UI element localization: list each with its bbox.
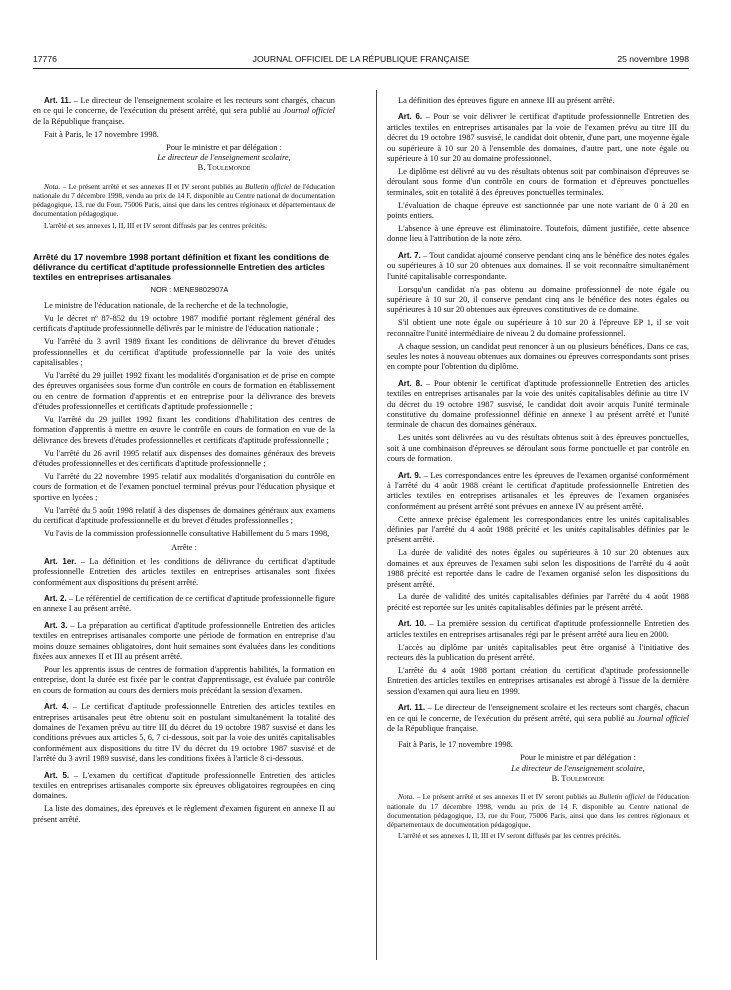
article-10-para: L'accès au diplôme par unités capitalisables peut être organisé à l'initiative des recteurs dès la publication du présent arrêté. [387,642,689,662]
article-1: Art. 1er. – La définition et les conditions de délivrance du certificat d'aptitude professionnelle Entretien des articles textiles en entreprises artisanales sont fixées conformément aux dispositions du présent arrêté. [33,556,335,587]
article-10-para: L'arrêté du 4 août 1988 portant création du certificat d'aptitude professionnelle Entretien des articles textiles en entreprises artisanales est abrogé à l'issue de la dernière session d'examen qui aura lieu en 1999. [387,665,689,696]
article-6-para: L'absence à une épreuve est éliminatoire. Toutefois, dûment justifiée, cette absence donne lieu à l'attribution de la note zéro. [387,223,689,244]
article-11-prev: Art. 11. – Le directeur de l'enseignement scolaire et les recteurs sont chargés, chacun en ce qui le concerne, de l'exécution du présent arrêté, qui sera publié au Journal officiel de la République française. [33,96,335,126]
article-5-para: La liste des domaines, des épreuves et le règlement d'examen figurent en annexe II au présent arrêté. [33,804,335,824]
article-9: Art. 9. – Les correspondances entre les épreuves de l'examen organisé conformément à l'arrêté du 4 août 1988 créant le certificat d'aptitude professionnelle Entretien des articles textiles en entreprises artisanales et les épreuves de l'examen organisées conformément au présent arrêté sont prévues en annexe IV au présent arrêté. [387,470,690,511]
column-divider [376,90,377,960]
nota-block: Nota. – Le présent arrêté et ses annexes II et IV seront publiés au Bulletin officiel de l'éducation nationale du 7 décembre 1998, vendu au prix de 14 F, disponible au Centre national de documentation pédagogique, 13, rue du Four, 75006 Paris, ainsi que dans les centres régionaux et départementaux de documentation pédagogique. L'arrêté et ses annexes I, II, III et IV seront diffusés par les centres précités. [33,181,335,230]
right-column [387,96,689,842]
header-rule [33,68,689,69]
article-5: Art. 5. – L'examen du certificat d'aptitude professionnelle Entretien des articles textiles en entreprises artisanales comporte six épreuves obligatoires regroupées en cinq domaines. [33,770,335,801]
visa: Vu l'arrêté du 29 juillet 1992 fixant les conditions d'habilitation des centres de formation d'apprentis à mettre en œuvre le contrôle en cours de formation en vue de la délivrance des brevets d'études professionnelles et certificats d'aptitude professionnelle ; [33,414,335,445]
visa: Vu l'avis de la commission professionnelle consultative Habillement du 5 mars 1998, [44,529,330,538]
fait-a-paris: Fait à Paris, le 17 novembre 1998. [398,740,513,750]
article-11: Art. 11. – Le directeur de l'enseignement scolaire et les recteurs sont chargés, chacun en ce qui le concerne, de l'exécution du présent arrêté, qui sera publié au Journal officiel de la République française. [387,703,689,733]
left-column [33,96,335,828]
article-9-para: Cette annexe précise également les correspondances entre les unités capitalisables définies par l'arrêté du 4 août 1988 précité et les unités capitalisables définies par le présent arrêté. [387,514,689,545]
article-7: Art. 7. – Tout candidat ajourné conserve pendant cinq ans le bénéfice des notes égales ou supérieures à 10 sur 20 obtenues aux domaines. Il se voit reconnaître simultanément l'unité capitalisable correspondante. [387,250,690,281]
article-2: Art. 2. – Le référentiel de certification de ce certificat d'aptitude professionnelle figure en annexe I au présent arrêté. [33,594,336,614]
issue-date: 25 novembre 1998 [617,54,689,64]
article-7-para: S'il obtient une note égale ou supérieure à 10 sur 20 à l'épreuve EP 1, il se voit reconnaître l'unité intermédiaire de niveau 2 du domaine professionnel. [387,318,689,338]
article-7-para: Lorsqu'un candidat n'a pas obtenu au domaine professionnel de note égale ou supérieure à 10 sur 20, il conserve pendant cinq ans le bénéfice des notes égales ou supérieures à 10 sur 20 obtenues aux épreuves constitutives de ce domaine. [387,284,689,315]
annexe-iii-para: La définition des épreuves figure en annexe III au présent arrêté. [398,96,615,105]
article-6-para: L'évaluation de chaque épreuve est sanctionnée par une note variant de 0 à 20 en points entiers. [387,200,689,221]
signature-line-1: Pour le ministre et par délégation : [520,753,636,763]
article-8: Art. 8. – Pour obtenir le certificat d'aptitude professionnelle Entretien des articles textiles en entreprises artisanales par la voie des unités capitalisables définie au titre IV du décret du 19 octobre 1987 susvisé, le candidat doit avoir acquis l'unité terminale constitutive du domaine professionnel définie en annexe I au présent arrêté et l'unité terminale de chacun des domaines généraux. [387,378,689,430]
visa: Vu l'arrêté du 3 avril 1989 fixant les conditions de délivrance du brevet d'études professionnelles et du certificat d'aptitude professionnelle par la voie des unités capitalisables ; [33,337,335,367]
article-7-para: A chaque session, un candidat peut renoncer à un ou plusieurs bénéfices. Dans ce cas, seules les notes à nouveau obtenues aux domaines ou épreuves correspondants sont prises en compte pour l'obtention du diplôme. [387,341,689,372]
signature-line-2: Le directeur de l'enseignement scolaire, [157,153,291,163]
fait-a-paris: Fait à Paris, le 17 novembre 1998. [44,129,159,139]
arrete-title: Arrêté du 17 novembre 1998 portant définition et fixant les conditions de délivrance du certificat d'aptitude professionnelle Entretien des articles textiles en entreprises artisanales [33,251,330,283]
visa: Vu l'arrêté du 26 avril 1995 relatif aux dispenses des domaines généraux des brevets d'études professionnelles et des certificats d'aptitude professionnelle ; [33,448,335,469]
page-number: 17776 [33,54,57,64]
article-3: Art. 3. – La préparation au certificat d'aptitude professionnelle Entretien des articles textiles en entreprises artisanales comporte une période de formation en entreprise d'au moins douze semaines obligatoires, dont huit semaines sont évaluées dans les conditions fixées aux annexes II et III au présent arrêté. [33,620,335,662]
article-3-para: Pour les apprentis issus de centres de formation d'apprentis habilités, la formation en entreprise, dont la durée est fixée par le contrat d'apprentissage, est évaluée par contrôle en cours de formation au cours des derniers mois précédant la session d'examen. [33,664,335,695]
signature-name: B. Toulemonde [551,774,605,784]
visa: Vu l'arrêté du 5 août 1998 relatif à des dispenses de domaines généraux aux examens du certificat d'aptitude professionnelle et du brevet d'études professionnelles ; [33,505,335,526]
article-10: Art. 10. – La première session du certificat d'aptitude professionnelle Entretien des articles textiles en entreprises artisanales régi par le présent arrêté aura lieu en 2000. [387,619,689,639]
signature-name: B. Toulemonde [197,163,251,173]
arrete-heading: Arrête : [171,543,197,553]
article-6: Art. 6. – Pour se voir délivrer le certificat d'aptitude professionnelle Entretien des articles textiles en entreprises artisanales par la voie de l'examen prévu au titre III du décret du 19 octobre 1987 susvisé, le candidat doit obtenir, d'une part, une moyenne égale ou supérieure à 10 sur 20 à l'ensemble des domaines, d'autre part, une note égale ou supérieure à 10 sur 20 au domaine professionnel. [387,112,690,164]
article-8-para: Les unités sont délivrées au vu des résultats obtenus soit à des épreuves ponctuelles, soit à une combinaison d'épreuves se déroulant sous forme ponctuelle et par contrôle en cours de formation. [387,433,689,464]
nota-block: Nota. – Le présent arrêté et ses annexes II et IV seront publiés au Bulletin officiel de l'éducation nationale du 17 décembre 1998, vendu au prix de 14 F, disponible au Centre national de documentation pédagogique, 13, rue du Four, 75006 Paris, ainsi que dans les centres régionaux et départementaux de documentation pédagogique. L'arrêté et ses annexes I, II, III et IV seront diffusés par les centres précités. [387,792,689,841]
page-header [33,54,689,68]
visa: Vu l'arrêté du 22 novembre 1995 relatif aux modalités d'organisation du contrôle en cours de formation et de l'examen ponctuel terminal prévus pour l'éducation physique et sportive en lycées ; [33,471,335,502]
journal-title: JOURNAL OFFICIEL DE LA RÉPUBLIQUE FRANÇAISE [252,54,470,64]
nor-reference: NOR : MENE9802907A [150,285,229,295]
signature-line-1: Pour le ministre et par délégation : [166,142,282,152]
signature-line-2: Le directeur de l'enseignement scolaire, [511,763,645,773]
article-9-para: La durée de validité des notes égales ou supérieures à 10 sur 20 obtenues aux domaines et aux épreuves de l'examen subi selon les dispositions de l'arrêté du 4 août 1988 précité est reportée dans le cadre de l'examen organisé selon les dispositions du présent arrêté. [387,548,689,589]
ministre-para: Le ministre de l'éducation nationale, de la recherche et de la technologie, [44,300,289,310]
article-4: Art. 4. – Le certificat d'aptitude professionnelle Entretien des articles textiles en entreprises artisanales peut être obtenu soit en postulant simultanément la totalité des domaines de l'examen prévu au titre III du décret du 19 octobre 1987 susvisé et dans les conditions prévues aux articles 5, 6, 7 ci-dessous, soit par la voie des unités capitalisables conformément aux dispositions du titre IV du décret du 19 octobre 1987 susvisé et de l'arrêté du 3 avril 1989 susvisé, dans les conditions fixées à l'article 8 ci-dessous. [33,702,336,764]
visa: Vu l'arrêté du 29 juillet 1992 fixant les modalités d'organisation et de prise en compte des épreuves organisées sous forme d'un contrôle en cours de formation en établissement ou en centre de formation d'apprentis et en entreprise pour la délivrance des brevets d'études professionnelles et certificats d'aptitude professionnelle ; [33,370,335,412]
visa: Vu le décret nº 87-852 du 19 octobre 1987 modifié portant règlement général des certificats d'aptitude professionnelle délivrés par le ministre de l'éducation nationale ; [33,313,335,334]
article-6-para: Le diplôme est délivré au vu des résultats obtenus soit par combinaison d'épreuves se déroulant sous forme d'un contrôle en cours de formation et d'épreuves ponctuelles terminales, soit en totalité à des épreuves ponctuelles terminales. [387,166,689,197]
article-9-para: La durée de validité des unités capitalisables définies par l'arrêté du 4 août 1988 précité est reportée sur les unités capitalisables définies par le présent arrêté. [387,592,689,612]
